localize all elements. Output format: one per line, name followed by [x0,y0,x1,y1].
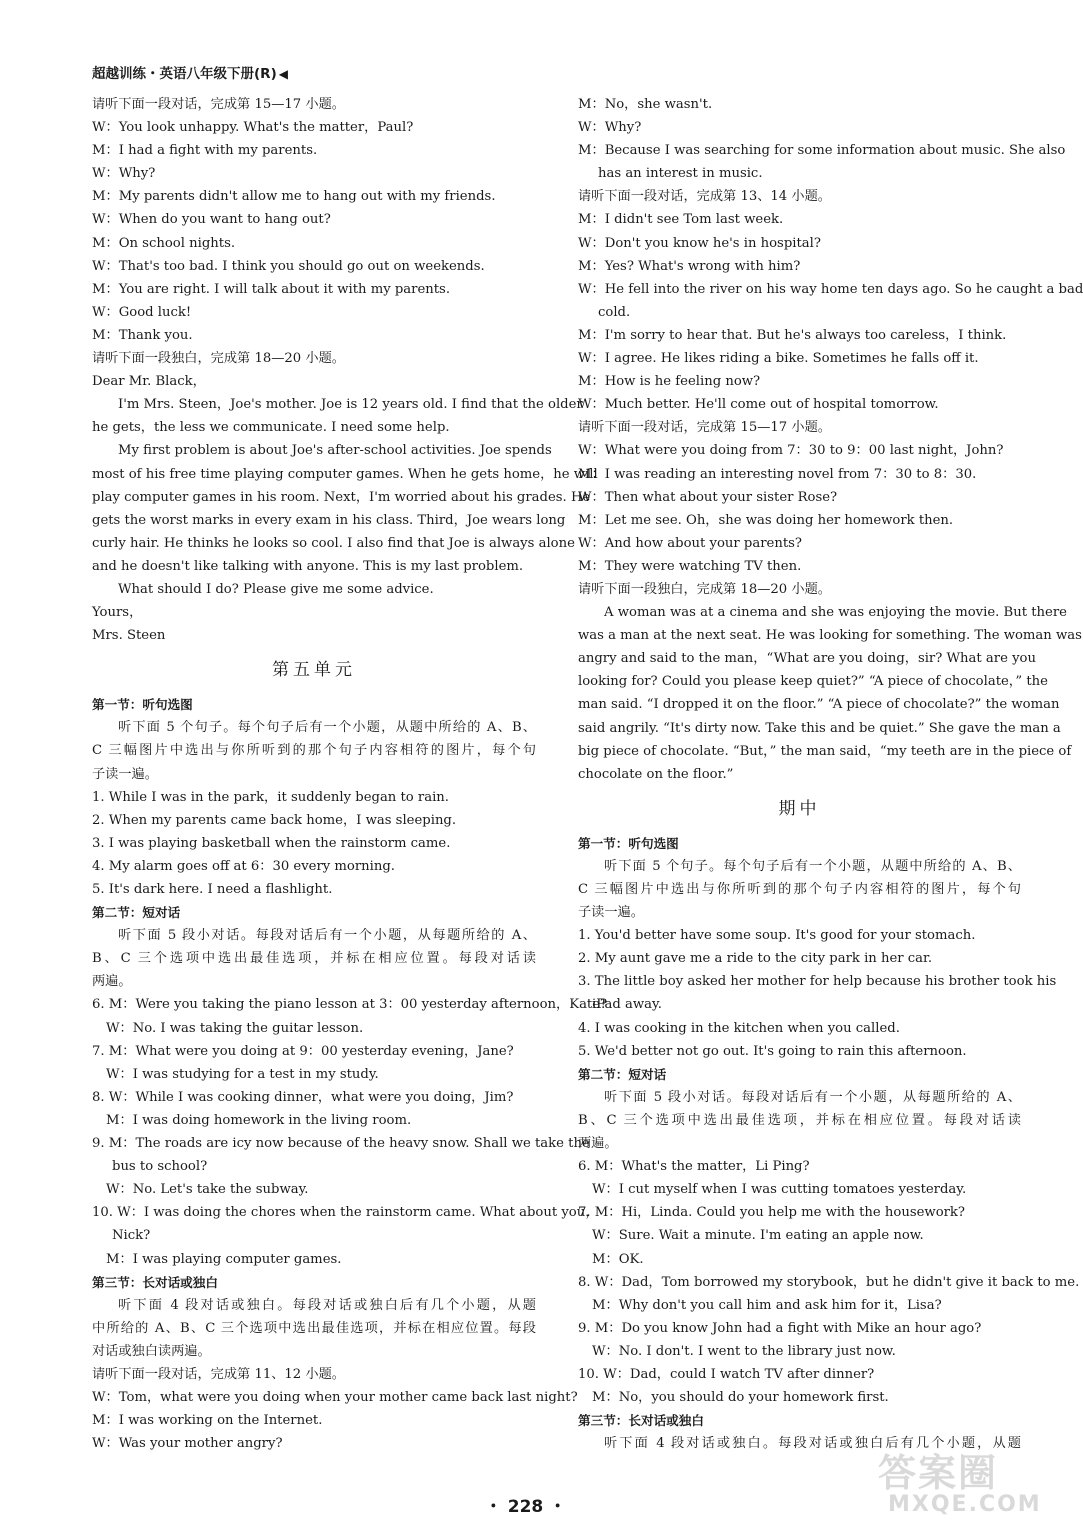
text-line: 听下面 4 段对话或独白。每段对话或独白后有几个小题，从题 [604,1436,1021,1452]
text-line: 请听下面一段独白，完成第 18—20 小题。 [92,351,345,367]
text-line: Yours， [92,605,143,621]
text-line: 子读一遍。 [92,766,158,782]
text-line: 3. I was playing basketball when the rainstorm came. [92,835,451,851]
text-line: C 三幅图片中选出与你所听到的那个句子内容相符的图片，每个句 [578,882,1021,897]
page-number: ・ 228 ・ [484,1497,567,1517]
text-line: M：No，you should do your homework first. [592,1390,889,1406]
text-line: W：No. I was taking the guitar lesson. [106,1020,364,1036]
text-line: 请听下面一段对话，完成第 11、12 小题。 [92,1366,345,1382]
text-line: 7. M：What were you doing at 9：00 yesterday evening，Jane? [92,1043,514,1059]
text-line: M：Let me see. Oh，she was doing her homework then. [578,512,954,528]
text-line: W：You look unhappy. What's the matter，Paul? [92,120,414,136]
text-line: was a man at the next seat. He was looking for something. The woman was [578,628,1082,644]
text-line: B、C 三个选项中选出最佳选项，并标在相应位置。每段对话读 [92,951,536,967]
text-line: W：Much better. He'll come out of hospital tomorrow. [578,397,939,413]
text-line: 两遍。 [578,1136,618,1152]
text-line: M：I was reading an interesting novel from 7：30 to 8：30. [578,466,977,482]
text-line: 4. I was cooking in the kitchen when you called. [578,1020,900,1036]
text-line: W：What were you doing from 7：30 to 9：00 last night，John? [578,443,1004,459]
text-line: W：No. I don't. I went to the library just now. [592,1343,896,1359]
text-line: W：That's too bad. I think you should go out on weekends. [92,258,485,274]
text-line: 6. M：What's the matter，Li Ping? [578,1159,810,1175]
text-line: Mrs. Steen [92,628,166,644]
text-line: 听下面 5 个句子。每个句子后有一个小题，从题中所给的 A、B、 [118,720,536,736]
text-line: M：Why don't you call him and ask him for it，Lisa? [592,1297,942,1313]
text-line: W：Why? [578,120,642,136]
right-column [578,93,1083,1455]
text-line: gets the worst marks in every exam in his class. Third，Joe wears long [92,512,566,528]
text-line: 听下面 5 段小对话。每段对话后有一个小题，从每题所给的 A、 [604,1089,1021,1105]
text-line: 对话或独白读两遍。 [92,1343,211,1359]
text-line: W：When do you want to hang out? [92,212,331,228]
text-line: 4. My alarm goes off at 6：30 every morning. [92,858,396,874]
text-line: 请听下面一段对话，完成第 15—17 小题。 [578,420,831,436]
text-line: 2. When my parents came back home，I was sleeping. [92,812,457,828]
text-line: he gets，the less we communicate. I need some help. [92,420,450,436]
text-line: M：I didn't see Tom last week. [578,212,784,228]
text-line: M：No，she wasn't. [578,97,713,112]
text-line: 6. M：Were you taking the piano lesson at 3：00 yesterday afternoon，Kate? [92,997,608,1013]
text-line: 9. M：Do you know John had a fight with Mike an hour ago? [578,1320,982,1336]
text-line: W：Don't you know he's in hospital? [578,235,821,251]
text-line: M：On school nights. [92,235,236,251]
text-line: play computer games in his room. Next，I'm worried about his grades. He [92,489,591,505]
text-line: and he doesn't like talking with anyone. This is my last problem. [92,558,524,574]
left-column [92,93,608,1455]
text-line: 5. We'd better not go out. It's going to rain this afternoon. [578,1043,967,1059]
section-heading: 第一节：听句选图 [578,835,679,851]
text-line: W：No. Let's take the subway. [106,1182,309,1198]
text-line: M：Thank you. [92,327,193,343]
text-line: angry and said to the man，“What are you doing，sir? What are you [578,651,1036,667]
text-line: M：Yes? What's wrong with him? [578,258,801,274]
watermark-text: 答案圈 [878,1451,999,1495]
text-line: 8. W：While I was cooking dinner，what were you doing，Jim? [92,1089,514,1105]
watermark-url: MXQE.COM [888,1492,1042,1517]
text-line: W：He fell into the river on his way home ten days ago. So he caught a bad [578,281,1083,297]
text-line: My first problem is about Joe's after-school activities. Joe spends [118,443,552,459]
text-line: W：Sure. Wait a minute. I'm eating an apple now. [592,1228,924,1244]
text-line: B、C 三个选项中选出最佳选项，并标在相应位置。每段对话读 [578,1112,1021,1128]
text-line: M：You are right. I will talk about it with my parents. [92,281,451,297]
text-line: 5. It's dark here. I need a flashlight. [92,882,333,897]
section-heading: 第三节：长对话或独白 [92,1274,218,1290]
text-line: Dear Mr. Black， [92,374,206,390]
text-line: most of his free time playing computer games. When he gets home，he will [92,466,598,482]
text-line: W：Then what about your sister Rose? [578,489,838,505]
text-line: big piece of chocolate. “But，” the man said，“my teeth are in the piece of [578,743,1072,759]
section-heading: 第二节：短对话 [578,1066,667,1082]
arrow-marker-icon: ◀ [278,67,288,81]
section-heading: 第一节：听句选图 [92,697,193,713]
text-line: W：And how about your parents? [578,535,802,551]
text-line: M：I was working on the Internet. [92,1413,323,1429]
text-line: M：OK. [592,1251,644,1267]
text-line: 请听下面一段对话，完成第 13、14 小题。 [578,189,831,205]
text-line: A woman was at a cinema and she was enjoying the movie. But there [604,605,1067,621]
text-line: W：Tom，what were you doing when your mother came back last night? [92,1390,578,1406]
text-line: 2. My aunt gave me a ride to the city park in her car. [578,951,933,967]
text-line: 8. W：Dad，Tom borrowed my storybook，but he didn't give it back to me. [578,1274,1080,1290]
text-line: curly hair. He thinks he looks so cool. I also find that Joe is always alone [92,535,575,551]
text-line: 9. M：The roads are icy now because of the heavy snow. Shall we take the [92,1136,590,1152]
text-line: M：They were watching TV then. [578,558,802,574]
text-line: C 三幅图片中选出与你所听到的那个句子内容相符的图片，每个句 [92,743,536,759]
text-line: 1. You'd better have some soup. It's good for your stomach. [578,928,976,944]
text-line: man said. “I dropped it on the floor.” “A piece of chocolate?” the woman [578,697,1060,713]
text-line: W：I was studying for a test in my study. [106,1066,379,1082]
text-line: 10. W：Dad，could I watch TV after dinner? [578,1366,875,1382]
text-line: M：I had a fight with my parents. [92,143,318,159]
text-line: 子读一遍。 [578,905,644,921]
text-line: looking for? Could you please keep quiet?” “A piece of chocolate，” the [578,674,1048,690]
text-line: W：Good luck! [92,304,192,320]
text-line: W：I cut myself when I was cutting tomatoes yesterday. [592,1182,967,1198]
book-title: 超越训练・英语八年级下册(R) [92,66,277,82]
text-line: W：Was your mother angry? [92,1436,283,1452]
section-heading: 第二节：短对话 [92,905,181,921]
text-line: M：My parents didn't allow me to hang out with my friends. [92,189,496,205]
text-line: 听下面 5 段小对话。每段对话后有一个小题，从每题所给的 A、 [118,928,536,944]
text-line: Nick? [112,1228,151,1244]
unit-heading: 期中 [778,798,821,819]
text-line: W：I agree. He likes riding a bike. Sometimes he falls off it. [578,351,979,367]
text-line: What should I do? Please give me some advice. [118,581,434,597]
text-line: M：I was playing computer games. [106,1251,342,1267]
text-line: 请听下面一段独白，完成第 18—20 小题。 [578,581,831,597]
text-line: 1. While I was in the park，it suddenly began to rain. [92,789,449,805]
text-line: M：Because I was searching for some information about music. She also [578,143,1066,159]
section-heading: 第三节：长对话或独白 [578,1413,704,1429]
text-line: 听下面 4 段对话或独白。每段对话或独白后有几个小题，从题 [118,1297,536,1313]
text-line: I'm Mrs. Steen，Joe's mother. Joe is 12 years old. I find that the older [118,397,583,413]
text-line: 3. The little boy asked her mother for help because his brother took his [578,974,1057,990]
text-line: 请听下面一段对话，完成第 15—17 小题。 [92,97,345,112]
running-header [92,62,288,82]
unit-heading: 第五单元 [272,660,356,681]
text-line: has an interest in music. [598,166,763,182]
text-line: said angrily. “It's dirty now. Take this and be quiet.” She gave the man a [578,720,1061,736]
text-line: cold. [598,304,631,320]
text-line: bus to school? [112,1159,208,1175]
text-line: M：I was doing homework in the living room. [106,1112,412,1128]
text-line: 7. M：Hi，Linda. Could you help me with the housework? [578,1205,965,1221]
text-line: 中所给的 A、B、C 三个选项中选出最佳选项，并标在相应位置。每段 [92,1320,536,1336]
text-line: M：I'm sorry to hear that. But he's always too careless，I think. [578,327,1007,343]
text-line: 两遍。 [92,974,132,990]
text-line: W：Why? [92,166,156,182]
text-line: 10. W：I was doing the chores when the rainstorm came. What about you， [92,1205,599,1221]
text-line: chocolate on the floor.” [578,766,734,782]
text-line: 听下面 5 个句子。每个句子后有一个小题，从题中所给的 A、B、 [604,858,1021,874]
text-line: iPad away. [592,997,662,1013]
text-line: M：How is he feeling now? [578,374,761,390]
